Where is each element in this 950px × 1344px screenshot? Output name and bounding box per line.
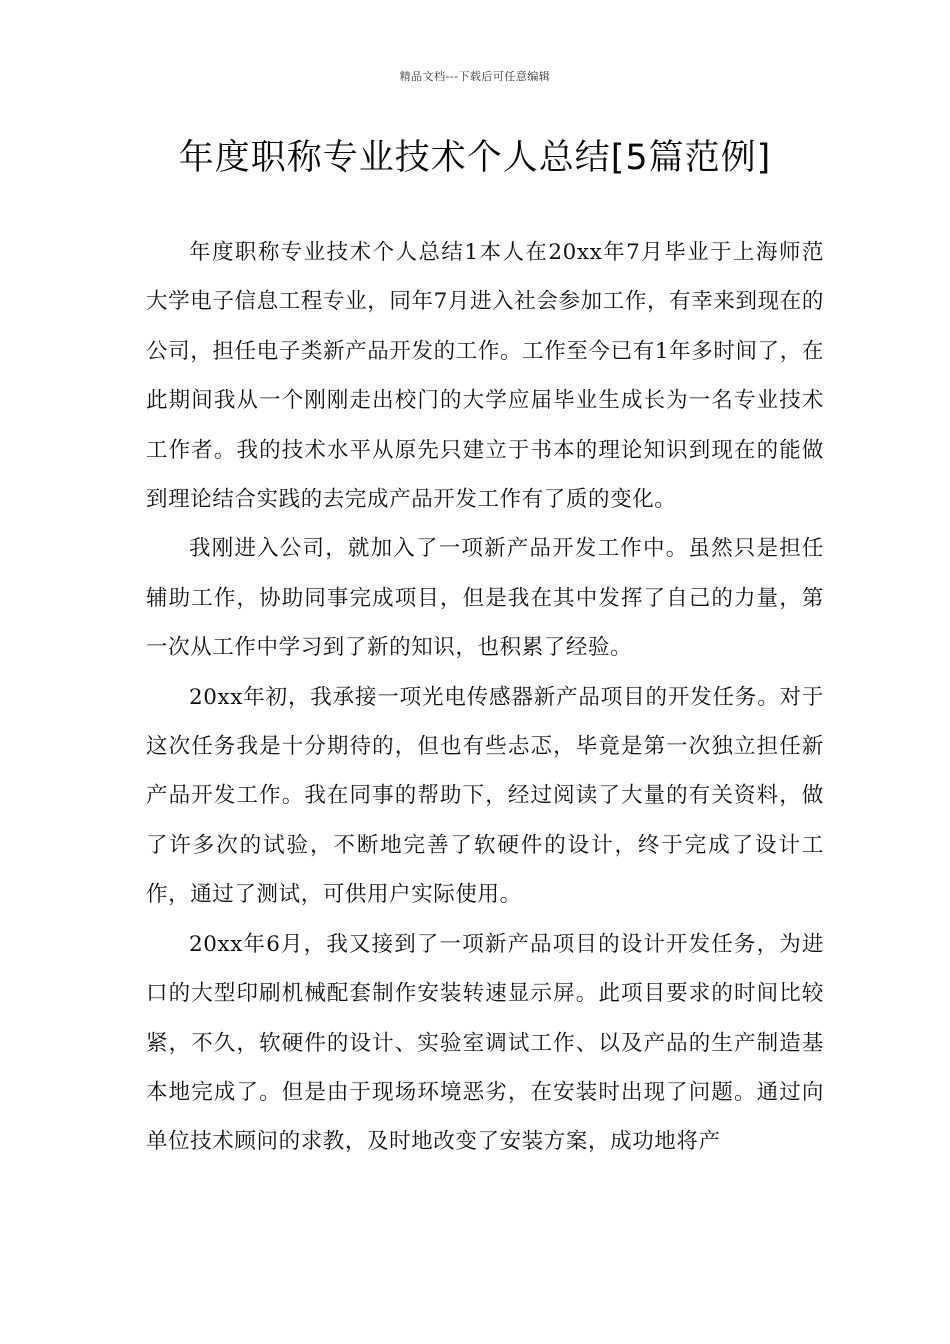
document-title: 年度职称专业技术个人总结[5篇范例] [178,138,772,178]
header-note: 精品文档---下载后可任意编辑 [399,70,551,83]
paragraph-1: 年度职称专业技术个人总结1本人在20xx年7月毕业于上海师范大学电子信息工程专业，同年7月进入社会参加工作，有幸来到现在的公司，担任电子类新产品开发的工作。工作至今已有1年多时间了，在此期间我从一个刚刚走出校门的大学应届毕业生成长为一名专业技术工作者。我的技术水平从原先只建立于书本的理论知识到现在的能做到理论结合实践的去完成产品开发工作有了质的变化。 [146,240,824,513]
paragraph-2: 我刚进入公司，就加入了一项新产品开发工作中。虽然只是担任辅助工作，协助同事完成项目，但是我在其中发挥了自己的力量，第一次从工作中学习到了新的知识，也积累了经验。 [146,536,824,661]
paragraph-4: 20xx年6月，我又接到了一项新产品项目的设计开发任务，为进口的大型印刷机械配套制作安装转速显示屏。此项目要求的时间比较紧，不久，软硬件的设计、实验室调试工作、以及产品的生产制造基本地完成了。但是由于现场环境恶劣，在安装时出现了问题。通过向单位技术顾问的求教，及时地改变了安装方案，成功地将产 [146,931,824,1155]
document-body [146,228,824,1167]
paragraph-3: 20xx年初，我承接一项光电传感器新产品项目的开发任务。对于这次任务我是十分期待的，但也有些忐忑，毕竟是第一次独立担任新产品开发工作。我在同事的帮助下，经过阅读了大量的有关资料，做了许多次的试验，不断地完善了软硬件的设计，终于完成了设计工作，通过了测试，可供用户实际使用。 [146,684,824,908]
